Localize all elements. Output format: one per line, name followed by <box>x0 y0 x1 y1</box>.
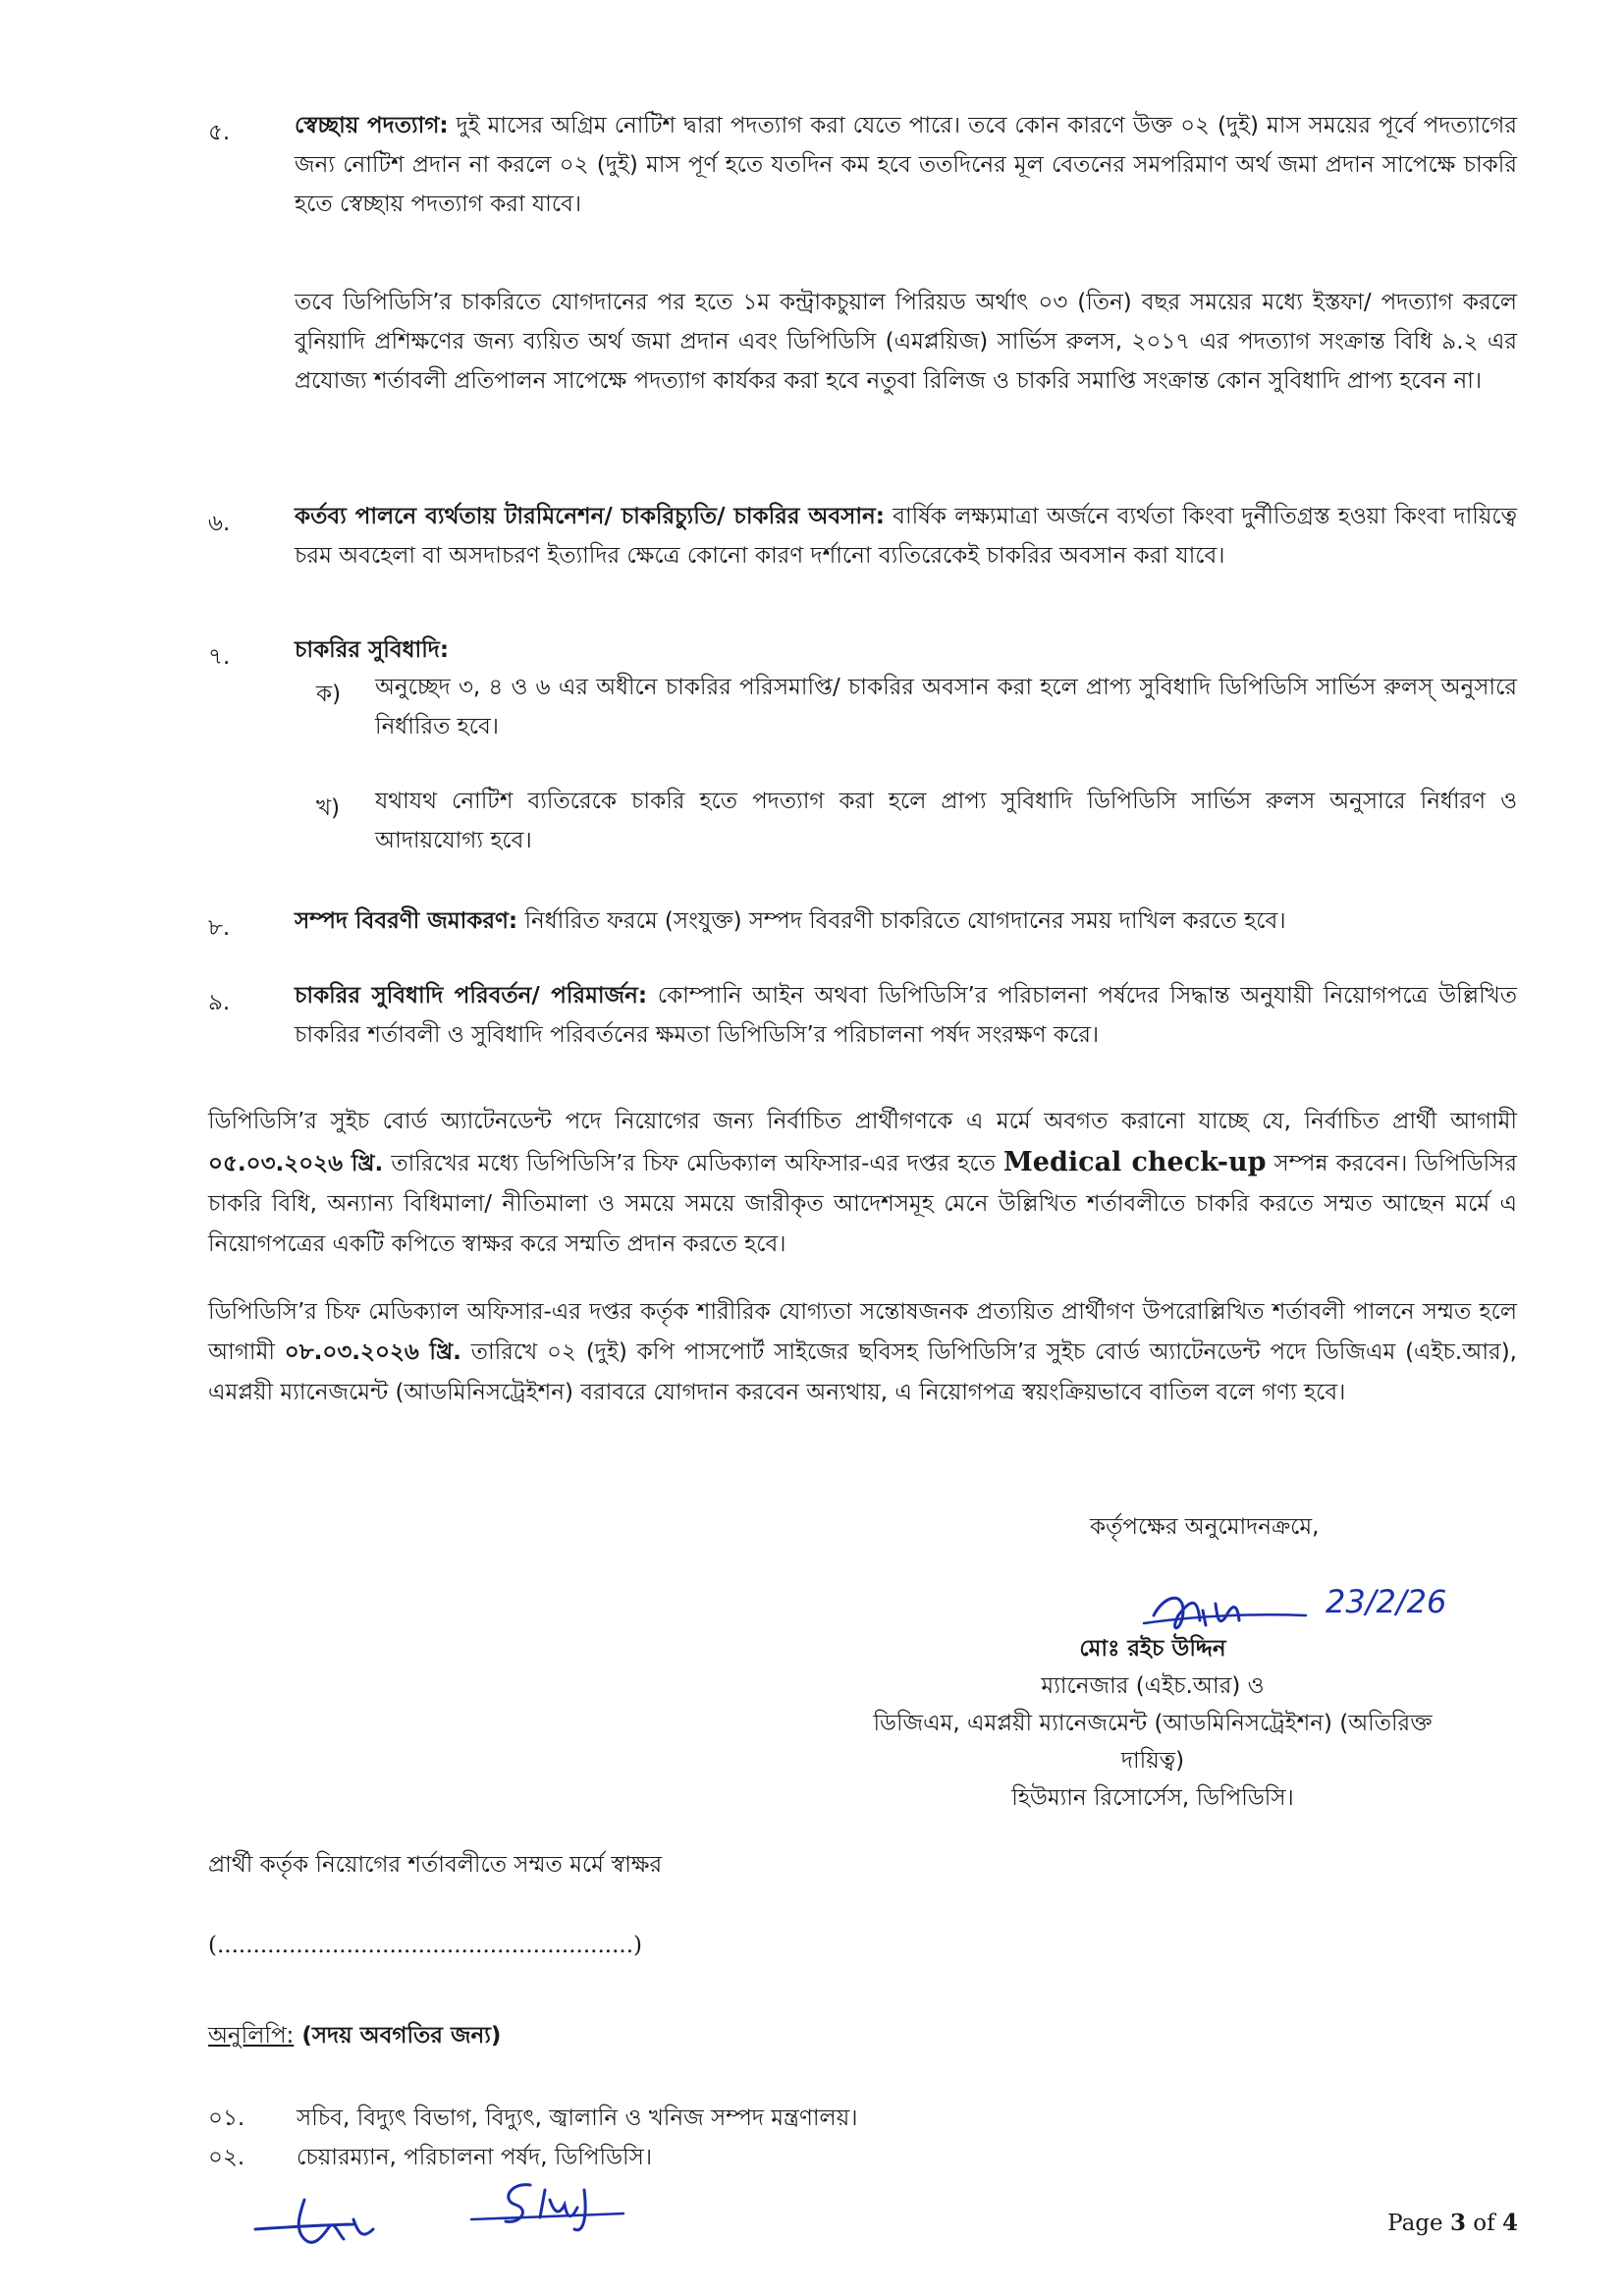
clause-7-sub-b-label: খ) <box>316 795 341 821</box>
approval-text: কর্তৃপক্ষের অনুমোদনক্রমে, <box>1090 1514 1320 1540</box>
clause-9-number: ৯. <box>208 990 231 1015</box>
clause-7-sub-b-text: যথাযথ নোটিশ ব্যতিরেকে চাকরি হতে পদত্যাগ করা হলে প্রাপ্য সুবিধাদি ডিপিডিসি সার্ভিস রুলস অনুসারে নির্ধারণ ও আদায়যোগ্য হবে। <box>375 789 1517 853</box>
clause-8-heading: সম্পদ বিবরণী জমাকরণ: <box>295 908 518 934</box>
clause-7-heading: চাকরির সুবিধাদি: <box>295 637 450 663</box>
clause-6-heading: কর্তব্য পালনে ব্যর্থতায় টারমিনেশন/ চাকরিচ্যুতি/ চাকরির অবসান: <box>295 504 885 529</box>
clause-8 <box>295 902 1517 941</box>
clause-7-sub-a-label: ক) <box>316 682 342 707</box>
para2-text-a: ডিপিডিসি’র চিফ মেডিক্যাল অফিসার-এর দপ্তর কর্তৃক শারীরিক যোগ্যতা সন্তোষজনক প্রত্যয়িত প্রার্থীগণ উপরোল্লিখিত শর্তাবলী পালনে সম্মত হলে আগামী <box>208 1299 1517 1365</box>
para2-date: ০৮.০৩.২০২৬ খ্রি. <box>284 1339 461 1365</box>
clause-5-text: দুই মাসের অগ্রিম নোটিশ দ্বারা পদত্যাগ করা যেতে পারে। তবে কোন কারণে উক্ত ০২ (দুই) মাস সময়ের পূর্বে পদত্যাগের জন্য নোটিশ প্রদান না করলে ০২ (দুই) মাস পূর্ণ হতে যতদিন কম হবে ততদিনের মূল বেতনের সমপরিমাণ অর্থ জমা প্রদান সাপেক্ষে চাকরি হতে স্বেচ্ছায় পদত্যাগ করা যাবে। <box>295 113 1517 217</box>
clause-9-heading: চাকরির সুবিধাদি পরিবর্তন/ পরিমার্জন: <box>295 983 648 1009</box>
clause-8-number: ৮. <box>208 915 231 941</box>
signatory-designation-3: হিউম্যান রিসোর্সেস, ডিপিডিসি। <box>1011 1785 1294 1811</box>
clause-5 <box>295 106 1517 224</box>
page-number <box>1387 2210 1518 2236</box>
clause-5-number: ৫. <box>208 120 231 145</box>
clause-5-extra: তবে ডিপিডিসি’র চাকরিতে যোগদানের পর হতে ১ম কন্ট্রাকচুয়াল পিরিয়ড অর্থাৎ ০৩ (তিন) বছর সময়ের মধ্যে ইস্তফা/ পদত্যাগ করলে বুনিয়াদি প্রশিক্ষণের জন্য ব্যয়িত অর্থ জমা প্রদান এবং ডিপিডিসি (এমপ্লয়িজ) সার্ভিস রুলস, ২০১৭ এর পদত্যাগ সংক্রান্ত বিধি ৯.২ এর প্রযোজ্য শর্তাবলী প্রতিপালন সাপেক্ষে পদত্যাগ কার্যকর করা হবে নতুবা রিলিজ ও চাকরি সমাপ্তি সংক্রান্ত কোন সুবিধাদি প্রাপ্য হবেন না। <box>295 290 1517 394</box>
copy-item-1-number: ০১. <box>208 2105 245 2131</box>
copy-heading-row <box>208 2017 501 2055</box>
signatory-name: মোঃ রইচ উদ্দিন <box>1079 1636 1226 1662</box>
copy-item-1-text: সচিব, বিদ্যুৎ বিভাগ, বিদ্যুৎ, জ্বালানি ও খনিজ সম্পদ মন্ত্রণালয়। <box>297 2105 858 2131</box>
joining-paragraph <box>208 1292 1517 1413</box>
clause-7-number: ৭. <box>208 644 231 670</box>
copy-item-2-number: ০২. <box>208 2145 245 2170</box>
clause-5-heading: স্বেচ্ছায় পদত্যাগ: <box>295 113 449 138</box>
initial-signature-1-icon <box>245 2180 422 2269</box>
signatory-designation-1: ম্যানেজার (এইচ.আর) ও <box>1041 1673 1265 1699</box>
candidate-sign-line: (..........................................................) <box>208 1933 642 1958</box>
clause-8-text: নির্ধারিত ফরমে (সংযুক্ত) সম্পদ বিবরণী চাকরিতে যোগদানের সময় দাখিল করতে হবে। <box>517 908 1286 934</box>
initial-signature-2-icon <box>461 2170 628 2249</box>
candidate-sign-text: প্রার্থী কর্তৃক নিয়োগের শর্তাবলীতে সম্মত মর্মে স্বাক্ষর <box>208 1852 663 1878</box>
page-total: 4 <box>1501 2210 1518 2236</box>
copy-heading-note: (সদয় অবগতির জন্য) <box>294 2023 502 2049</box>
page-current: 3 <box>1449 2210 1466 2236</box>
clause-7-sub-a-text: অনুচ্ছেদ ৩, ৪ ও ৬ এর অধীনে চাকরির পরিসমাপ্তি/ চাকরির অবসান করা হলে প্রাপ্য সুবিধাদি ডিপিডিসি সার্ভিস রুলস্ অনুসারে নির্ধারিত হবে। <box>375 675 1517 739</box>
copy-heading: অনুলিপি: <box>208 2023 295 2049</box>
para1-text-a: ডিপিডিসি’র সুইচ বোর্ড অ্যাটেনডেন্ট পদে নিয়োগের জন্য নির্বাচিত প্রার্থীগণকে এ মর্মে অবগত করানো যাচ্ছে যে, নির্বাচিত প্রার্থী আগামী <box>208 1109 1517 1134</box>
clause-9-text: কোম্পানি আইন অথবা ডিপিডিসি’র পরিচালনা পর্ষদের সিদ্ধান্ত অনুযায়ী নিয়োগপত্রে উল্লিখিত চাকরির শর্তাবলী ও সুবিধাদি পরিবর্তনের ক্ষমতা ডিপিডিসি’র পরিচালনা পর্ষদ সংরক্ষণ করে। <box>295 983 1518 1048</box>
para1-text-b: তারিখের মধ্যে ডিপিডিসি’র চিফ মেডিক্যাল অফিসার-এর দপ্তর হতে <box>383 1151 1003 1176</box>
para1-medical-checkup: Medical check-up <box>1002 1147 1267 1177</box>
para1-date: ০৫.০৩.২০২৬ খ্রি. <box>208 1151 384 1176</box>
para1-text-c: সম্পন্ন করবেন। ডিপিডিসির চাকরি বিধি, অন্যান্য বিধিমালা/ নীতিমালা ও সময়ে সময়ে জারীকৃত আদেশসমূহ মেনে উল্লিখিত শর্তাবলীতে চাকরি করতে সম্মত আছেন মর্মে এ নিয়োগপত্রের একটি কপিতে স্বাক্ষর করে সম্মতি প্রদান করতে হবে। <box>208 1151 1517 1257</box>
signatory-block <box>839 1630 1467 1817</box>
signature-date: 23/2/26 <box>1326 1583 1447 1620</box>
page-label: Page <box>1387 2211 1443 2236</box>
clause-9 <box>295 976 1517 1055</box>
copy-item-2-text: চেয়ারম্যান, পরিচালনা পর্ষদ, ডিপিডিসি। <box>297 2145 653 2170</box>
clause-6-number: ৬. <box>208 511 231 536</box>
clause-6-text: বার্ষিক লক্ষ্যমাত্রা অর্জনে ব্যর্থতা কিংবা দুর্নীতিগ্রস্ত হওয়া কিংবা দায়িত্বে চরম অবহেলা বা অসদাচরণ ইত্যাদির ক্ষেত্রে কোনো কারণ দর্শানো ব্যতিরেকেই চাকরির অবসান করা যাবে। <box>295 504 1518 569</box>
medical-checkup-paragraph <box>208 1102 1517 1265</box>
page-of: of <box>1473 2211 1495 2236</box>
para2-text-b: তারিখে ০২ (দুই) কপি পাসপোর্ট সাইজের ছবিসহ ডিপিডিসি’র সুইচ বোর্ড অ্যাটেনডেন্ট পদে ডিজিএম (এইচ.আর), এমপ্লয়ী ম্যানেজমেন্ট (আডমিনিসট্রেইশন) বরাবরে যোগদান করবেন অন্যথায়, এ নিয়োগপত্র স্বয়ংক্রিয়ভাবে বাতিল বলে গণ্য হবে। <box>208 1339 1517 1405</box>
signatory-designation-2: ডিজিএম, এমপ্লয়ী ম্যানেজমেন্ট (আডমিনিসট্রেইশন) (অতিরিক্ত দায়িত্ব) <box>873 1711 1433 1774</box>
clause-6 <box>295 497 1517 575</box>
